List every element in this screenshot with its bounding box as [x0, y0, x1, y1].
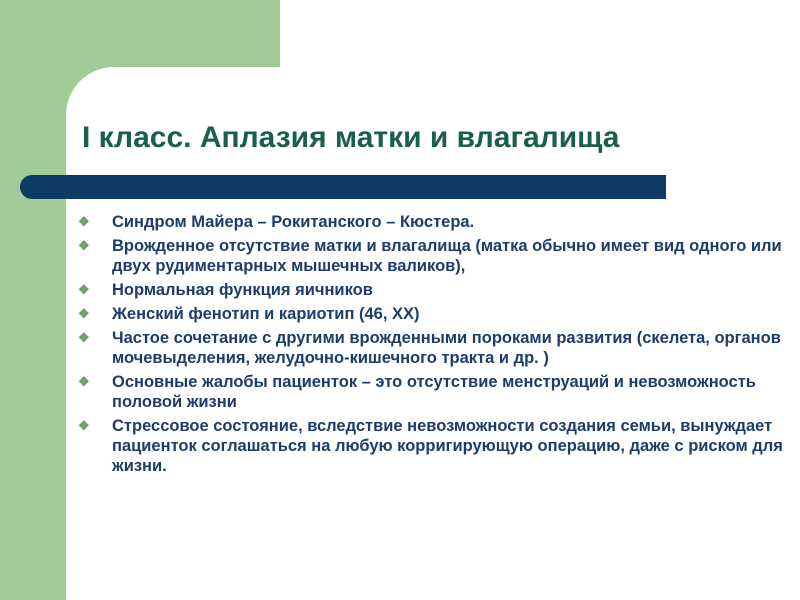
- list-item: [78, 416, 790, 476]
- bullet-text: Синдром Майера – Рокитанского – Кюстера.: [112, 213, 475, 231]
- bullet-text: Стрессовое состояние, вследствие невозможности создания семьи, вынуждает пациенток соглашаться на любую корригирующую операцию, даже с риском для жизни.: [112, 417, 783, 475]
- fleur-diamond-icon: ❖: [78, 418, 90, 433]
- list-item: [78, 236, 790, 276]
- list-item: [78, 212, 790, 232]
- fleur-diamond-icon: ❖: [78, 330, 90, 345]
- bullet-text: Основные жалобы пациенток – это отсутствие менструаций и невозможность половой жизни: [112, 373, 756, 411]
- slide-title: I класс. Аплазия матки и влагалища: [82, 121, 620, 154]
- fleur-diamond-icon: ❖: [78, 214, 90, 229]
- bullet-text: Нормальная функция яичников: [112, 281, 373, 299]
- title-underline-bar: [20, 175, 666, 199]
- list-item: [78, 328, 790, 368]
- bullet-list: [78, 212, 790, 480]
- fleur-diamond-icon: ❖: [78, 282, 90, 297]
- list-item: [78, 372, 790, 412]
- fleur-diamond-icon: ❖: [78, 374, 90, 389]
- bullet-text: Частое сочетание с другими врожденными пороками развития (скелета, органов мочевыделения, желудочно-кишечного тракта и др. ): [112, 329, 781, 367]
- fleur-diamond-icon: ❖: [78, 306, 90, 321]
- list-item: [78, 304, 790, 324]
- bullet-text: Врожденное отсутствие матки и влагалища (матка обычно имеет вид одного или двух рудиментарных мышечных валиков),: [112, 237, 782, 275]
- list-item: [78, 280, 790, 300]
- fleur-diamond-icon: ❖: [78, 238, 90, 253]
- bullet-text: Женский фенотип и кариотип (46, XX): [112, 305, 420, 323]
